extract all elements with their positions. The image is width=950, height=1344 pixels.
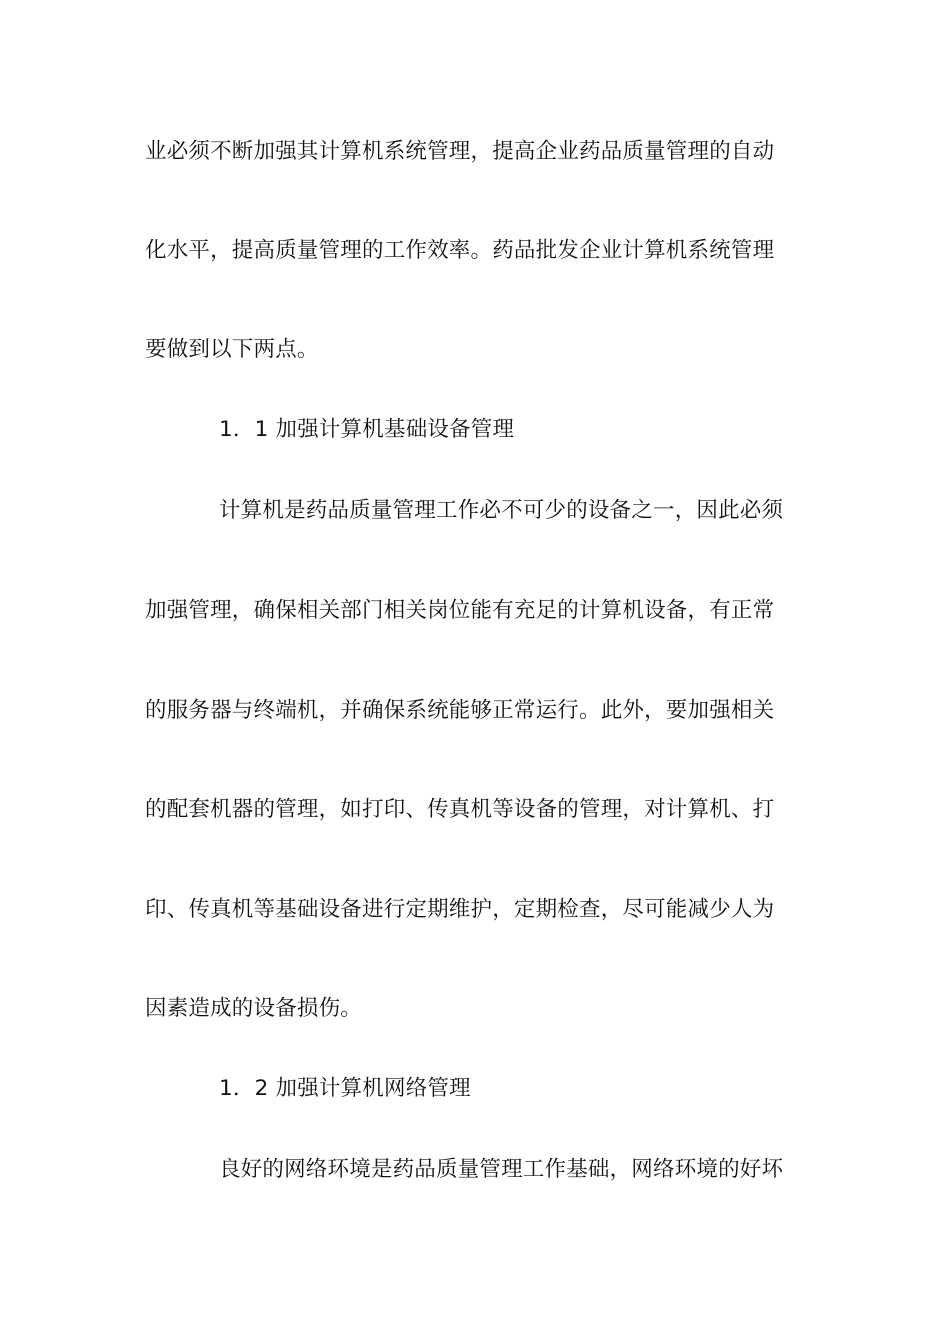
- paragraph-line: 因素造成的设备损伤。: [145, 996, 363, 1021]
- section-heading: 1．2 加强计算机网络管理: [219, 1076, 471, 1101]
- paragraph-line: 良好的网络环境是药品质量管理工作基础，网络环境的好坏: [219, 1157, 784, 1182]
- section-heading: 1．1 加强计算机基础设备管理: [219, 417, 515, 442]
- paragraph-line: 化水平，提高质量管理的工作效率。药品批发企业计算机系统管理: [145, 238, 775, 263]
- paragraph-line: 计算机是药品质量管理工作必不可少的设备之一，因此必须: [219, 498, 784, 523]
- paragraph-line: 的服务器与终端机，并确保系统能够正常运行。此外，要加强相关: [145, 698, 775, 723]
- paragraph-line: 印、传真机等基础设备进行定期维护，定期检查，尽可能减少人为: [145, 897, 775, 922]
- paragraph-line: 业必须不断加强其计算机系统管理，提高企业药品质量管理的自动: [145, 139, 775, 164]
- paragraph-line: 加强管理，确保相关部门相关岗位能有充足的计算机设备，有正常: [145, 598, 775, 623]
- paragraph-line: 要做到以下两点。: [145, 337, 319, 362]
- paragraph-line: 的配套机器的管理，如打印、传真机等设备的管理，对计算机、打: [145, 797, 775, 822]
